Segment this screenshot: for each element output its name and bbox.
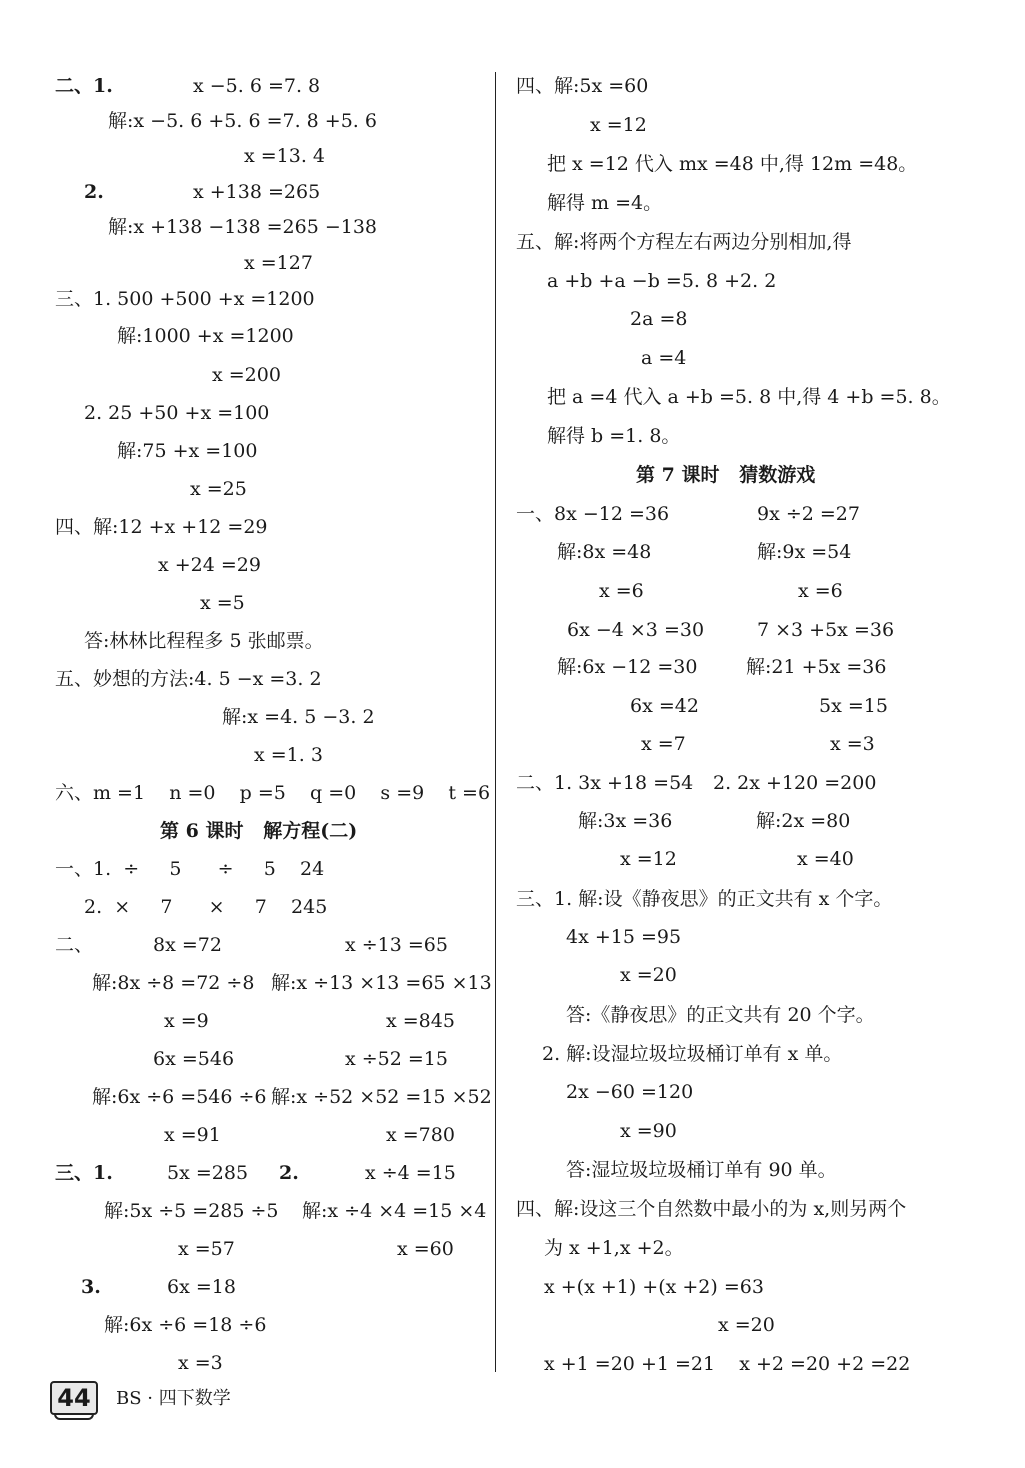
right-line: 解:9x =54 [757,541,852,563]
left-line: 三、1. 500 +500 +x =1200 [55,288,315,310]
right-line: x =7 [641,733,686,755]
left-line: 6x =546 [153,1048,235,1070]
left-line: x =91 [164,1124,221,1146]
left-line: x =57 [178,1238,235,1260]
right-line: x =40 [797,848,854,870]
left-line: x =1. 3 [254,744,323,766]
right-line: a =4 [641,347,687,369]
left-line: 解:75 +x =100 [117,440,258,462]
left-line: 2. × 7 × 7 245 [84,896,328,918]
right-line: 三、1. 解:设《静夜思》的正文共有 x 个字。 [516,888,893,910]
right-line: x =12 [590,114,647,136]
left-line: x =127 [244,252,313,274]
left-line: 解:1000 +x =1200 [117,325,294,347]
right-line: 把 x =12 代入 mx =48 中,得 12m =48。 [547,153,918,175]
right-line: 二、1. 3x +18 =54 [516,772,694,794]
left-line: x ÷52 =15 [345,1048,448,1070]
right-line: 9x ÷2 =27 [757,503,860,525]
left-line: x =9 [164,1010,209,1032]
left-line: 解:x ÷4 ×4 =15 ×4 [302,1200,487,1222]
left-line: 2. 25 +50 +x =100 [84,402,270,424]
right-line: 5x =15 [819,695,888,717]
left-line: 三、1. [55,1162,113,1184]
left-line: 五、妙想的方法:4. 5 −x =3. 2 [55,668,322,690]
right-line: 四、解:设这三个自然数中最小的为 x,则另两个 [516,1198,907,1220]
left-line: 一、1. ÷ 5 ÷ 5 24 [55,858,325,880]
left-line: x =25 [190,478,247,500]
right-line: 解:2x =80 [756,810,851,832]
right-line: 2a =8 [630,308,688,330]
left-line: 解:x +138 −138 =265 −138 [108,216,378,238]
right-line: a +b +a −b =5. 8 +2. 2 [547,270,777,292]
right-line: x =6 [798,580,843,602]
left-line: 3. [81,1276,101,1298]
left-line: 2. [279,1162,299,1184]
right-line: 解:21 +5x =36 [746,656,887,678]
left-line: x +24 =29 [158,554,261,576]
left-line: x =13. 4 [244,145,326,167]
left-line: 答:林林比程程多 5 张邮票。 [84,630,324,652]
left-line: 解:6x ÷6 =546 ÷6 [92,1086,267,1108]
left-line: x ÷13 =65 [345,934,448,956]
right-line: 4x +15 =95 [566,926,682,948]
right-line: 2. 2x +120 =200 [713,772,877,794]
left-line: 解:8x ÷8 =72 ÷8 [92,972,255,994]
right-line: x =20 [620,964,677,986]
right-line: x +(x +1) +(x +2) =63 [544,1276,764,1298]
right-line: 6x =42 [630,695,699,717]
right-line: 第 7 课时 猜数游戏 [636,464,816,486]
right-line: 五、解:将两个方程左右两边分别相加,得 [516,231,852,253]
left-line: 解:x −5. 6 +5. 6 =7. 8 +5. 6 [108,110,377,132]
right-line: 四、解:5x =60 [516,75,649,97]
left-line: 5x =285 [167,1162,249,1184]
left-line: 四、解:12 +x +12 =29 [55,516,268,538]
footer-label: BS · 四下数学 [116,1388,231,1409]
right-line: x =20 [718,1314,775,1336]
left-line: x =3 [178,1352,223,1374]
left-line: x −5. 6 =7. 8 [193,75,321,97]
left-line: 解:5x ÷5 =285 ÷5 [104,1200,279,1222]
right-line: 解:6x −12 =30 [557,656,698,678]
right-line: 解:8x =48 [557,541,652,563]
left-line: 解:6x ÷6 =18 ÷6 [104,1314,267,1336]
right-line: x =6 [599,580,644,602]
left-line: x =60 [397,1238,454,1260]
left-line: 解:x =4. 5 −3. 2 [222,706,375,728]
right-line: 把 a =4 代入 a +b =5. 8 中,得 4 +b =5. 8。 [547,386,951,408]
right-line: x =12 [620,848,677,870]
right-line: x =3 [830,733,875,755]
left-line: x =845 [386,1010,455,1032]
left-line: 解:x ÷52 ×52 =15 ×52 [271,1086,492,1108]
right-line: 6x −4 ×3 =30 [567,619,705,641]
right-line: 解得 b =1. 8。 [547,425,681,447]
left-line: 二、 [55,934,94,956]
left-line: 6x =18 [167,1276,236,1298]
left-line: x ÷4 =15 [365,1162,456,1184]
left-line: 二、1. [55,75,113,97]
page-number: 44 [50,1381,98,1415]
left-line: x =780 [386,1124,455,1146]
right-line: 7 ×3 +5x =36 [757,619,895,641]
right-line: 为 x +1,x +2。 [544,1237,684,1259]
right-line: 2x −60 =120 [566,1081,694,1103]
left-line: x =5 [200,592,245,614]
right-line: x =90 [620,1120,677,1142]
right-line: 解:3x =36 [578,810,673,832]
left-line: 六、m =1 n =0 p =5 q =0 s =9 t =6 [55,782,491,804]
left-line: 解:x ÷13 ×13 =65 ×13 [271,972,492,994]
right-line: 2. 解:设湿垃圾垃圾桶订单有 x 单。 [542,1043,843,1065]
right-line: 一、8x −12 =36 [516,503,670,525]
left-line: 8x =72 [153,934,222,956]
right-line: x +1 =20 +1 =21 x +2 =20 +2 =22 [544,1353,911,1375]
left-line: x +138 =265 [193,181,321,203]
column-divider [495,72,496,1372]
left-line: x =200 [212,364,281,386]
right-line: 解得 m =4。 [547,192,663,214]
left-line: 第 6 课时 解方程(二) [160,820,358,842]
left-line: 2. [84,181,104,203]
right-line: 答:《静夜思》的正文共有 20 个字。 [566,1004,875,1026]
right-line: 答:湿垃圾垃圾桶订单有 90 单。 [566,1159,837,1181]
